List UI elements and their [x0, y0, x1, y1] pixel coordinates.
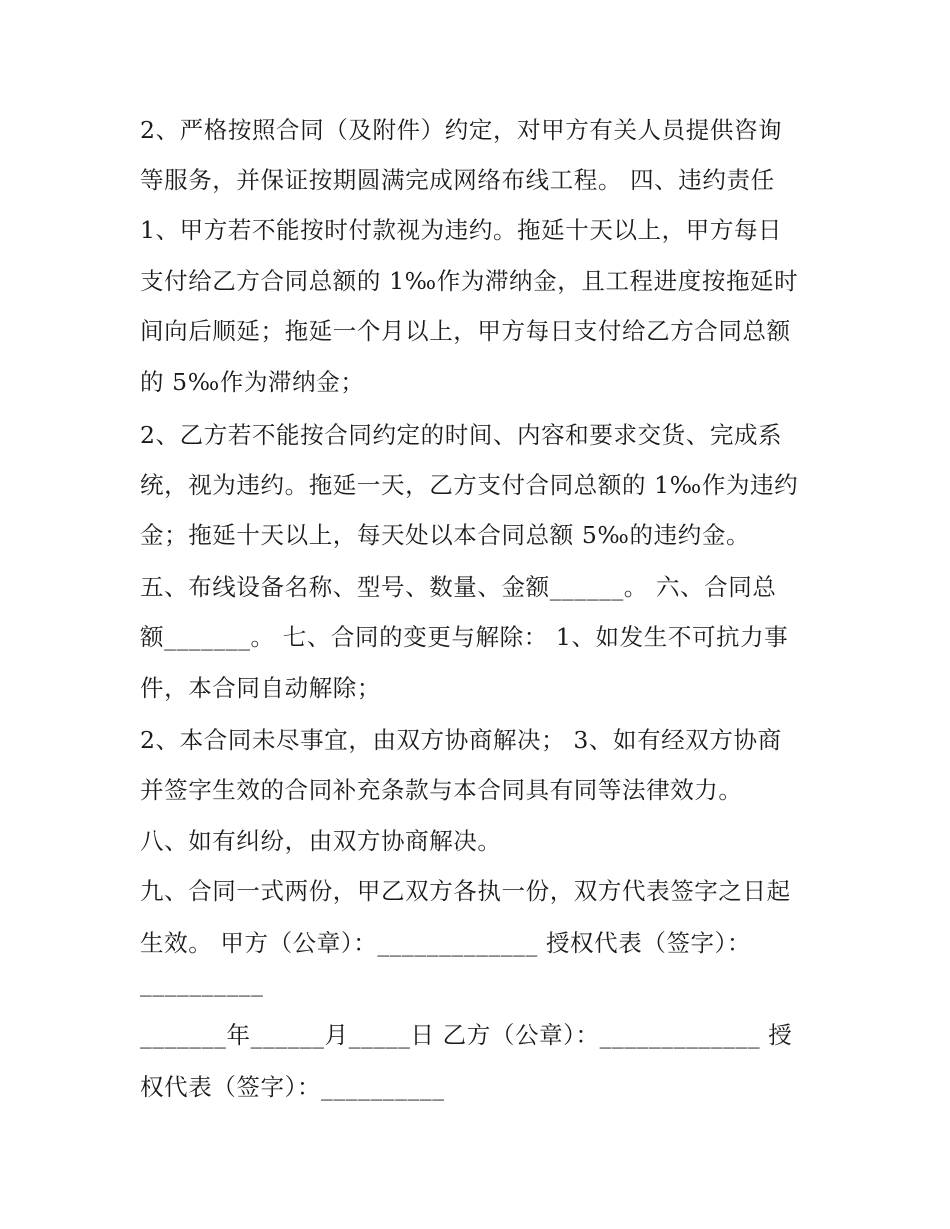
- text-line-10: 五、布线设备名称、型号、数量、金额______。 六、合同总: [140, 573, 777, 601]
- text-line-12: 件，本合同自动解除；: [140, 674, 381, 702]
- text-line-9: 金；拖延十天以上，每天处以本合同总额 5‰的违约金。: [140, 521, 751, 549]
- text-line-8: 统，视为违约。拖延一天，乙方支付合同总额的 1‰作为违约: [140, 471, 799, 499]
- text-line-7: 2、乙方若不能按合同约定的时间、内容和要求交货、完成系: [140, 421, 783, 449]
- text-line-2: 等服务，并保证按期圆满完成网络布线工程。 四、违约责任: [140, 166, 775, 194]
- text-line-20: 权代表（签字）：__________: [140, 1073, 445, 1101]
- text-line-14: 并签字生效的合同补充条款与本合同具有同等法律效力。: [140, 776, 743, 804]
- text-line-4: 支付给乙方合同总额的 1‰作为滞纳金，且工程进度按拖延时: [140, 267, 799, 295]
- text-line-16: 九、合同一式两份，甲乙双方各执一份，双方代表签字之日起: [140, 877, 791, 905]
- text-line-11: 额_______。 七、合同的变更与解除： 1、如发生不可抗力事: [140, 623, 789, 651]
- text-line-18: __________: [140, 969, 264, 997]
- text-line-15: 八、如有纠纷，由双方协商解决。: [140, 827, 502, 855]
- text-line-6: 的 5‰作为滞纳金；: [140, 368, 365, 396]
- text-line-17: 生效。 甲方（公章）：_____________ 授权代表（签字）：: [140, 929, 752, 957]
- text-line-1: 2、严格按照合同（及附件）约定，对甲方有关人员提供咨询: [140, 116, 783, 144]
- text-line-13: 2、本合同未尽事宜，由双方协商解决； 3、如有经双方协商: [140, 726, 782, 754]
- text-line-3: 1、甲方若不能按时付款视为违约。拖延十天以上，甲方每日: [140, 216, 783, 244]
- text-line-5: 间向后顺延；拖延一个月以上，甲方每日支付给乙方合同总额: [140, 317, 791, 345]
- text-line-19: _______年______月_____日 乙方（公章）：_____________ 授: [140, 1021, 793, 1049]
